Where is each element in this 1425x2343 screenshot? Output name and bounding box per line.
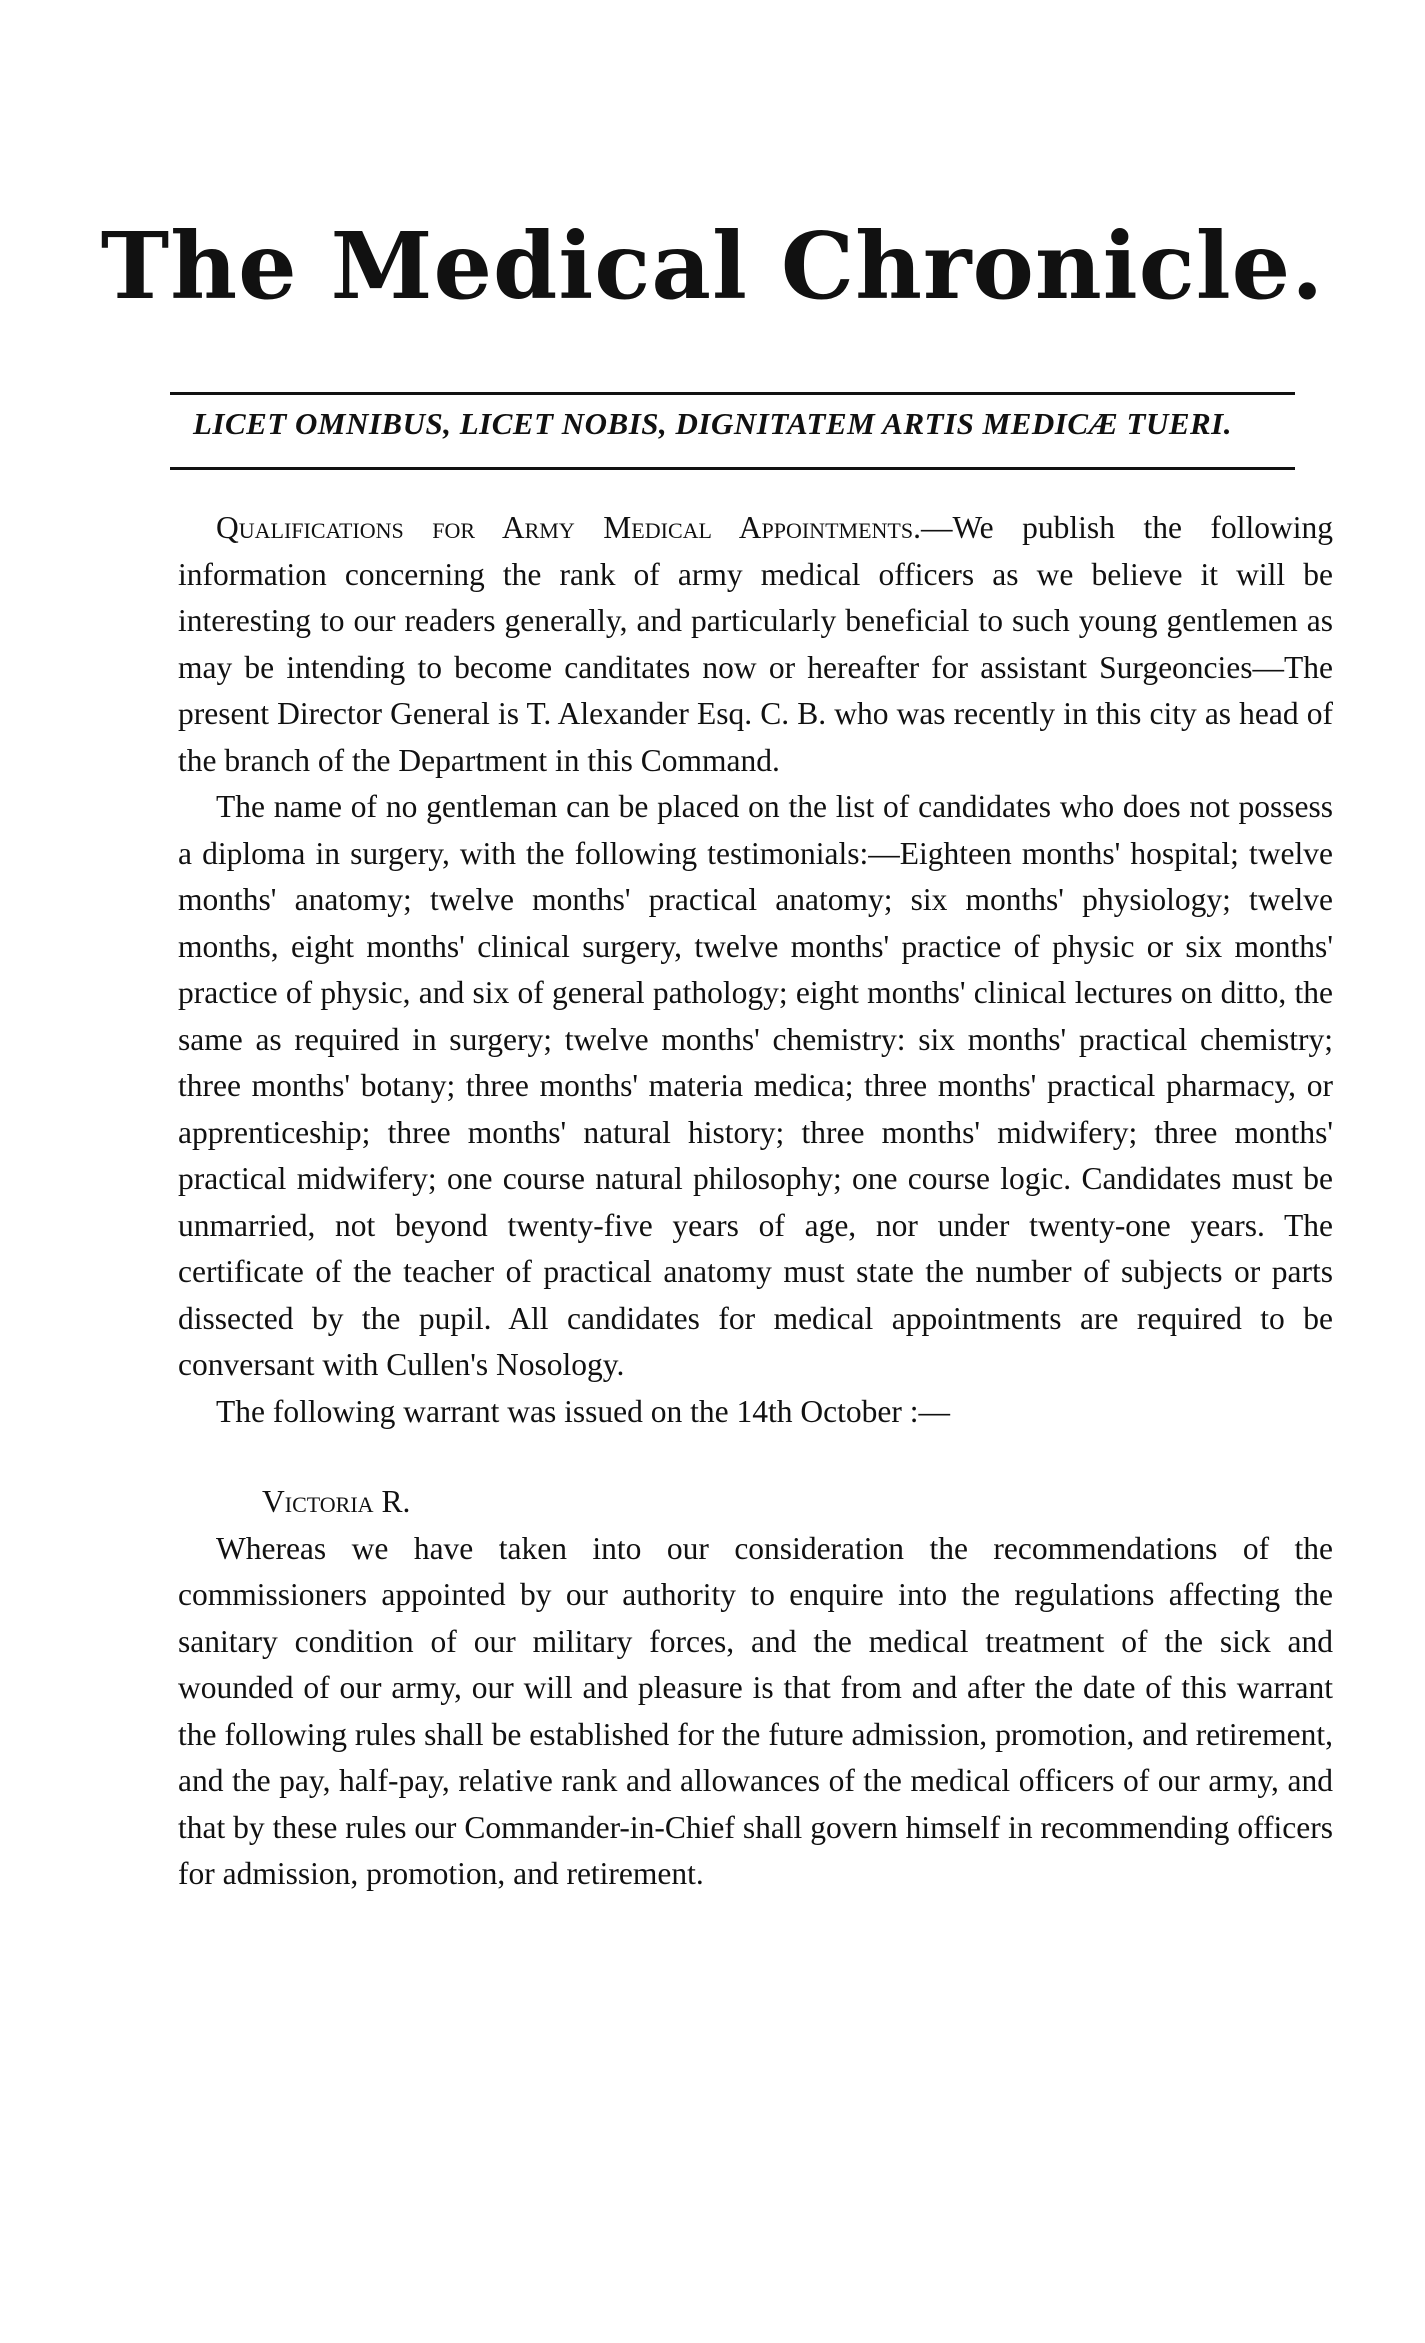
article-body (178, 505, 1333, 1898)
masthead-title: The Medical Chronicle. (100, 212, 1325, 320)
paragraph-qualifications-text: —We publish the following information concerning the rank of army medical officers as we believe it will be interesting to our readers generally, and particularly beneficial to such young gentlemen as may be intending to become canditates now or hereafter for assistant Surgeoncies—The present Director General is T. Alexander Esq. C. B. who was recently in this city as head of the branch of the Department in this Command. (178, 510, 1333, 778)
masthead-rule-bottom (170, 467, 1295, 470)
masthead-rule-top (170, 392, 1295, 395)
paragraph-candidates: The name of no gentleman can be placed on the list of candidates who does not possess a diploma in surgery, with the following testimonials:—Eighteen months' hospital; twelve months' anatomy; twelve months' practical anatomy; six months' physiology; twelve months, eight months' clinical surgery, twelve months' practice of physic or six months' practice of physic, and six of general pathology; eight months' clinical lectures on ditto, the same as required in surgery; twelve months' chemistry: six months' practical chemistry; three months' botany; three months' materia medica; three months' practical pharmacy, or apprenticeship; three months' natural history; three months' midwifery; three months' practical midwifery; one course natural philosophy; one course logic. Candidates must be unmarried, not beyond twenty-five years of age, nor under twenty-one years. The certificate of the teacher of practical anatomy must state the number of subjects or parts dissected by the pupil. All candidates for medical appointments are required to be conversant with Cullen's Nosology. (178, 789, 1333, 1382)
paragraph-warrant: Whereas we have taken into our consideration the recommendations of the commissioners appointed by our authority to enquire into the regulations affecting the sanitary condition of our military forces, and the medical treatment of the sick and wounded of our army, our will and pleasure is that from and after the date of this warrant the following rules shall be established for the future admission, promotion, and retirement, and the pay, half-pay, relative rank and allowances of the medical officers of our army, and that by these rules our Commander-in-Chief shall govern himself in recommending officers for admission, promotion, and retirement. (178, 1530, 1333, 1891)
motto: LICET OMNIBUS, LICET NOBIS, DIGNITATEM ARTIS MEDICÆ TUERI. (192, 406, 1232, 441)
signature: Victoria R. (262, 1484, 411, 1519)
paragraph-qualifications (178, 505, 1333, 784)
section-heading: Qualifications for Army Medical Appointments. (216, 510, 921, 545)
paragraph-warrant-intro: The following warrant was issued on the 14th October :— (216, 1393, 950, 1429)
